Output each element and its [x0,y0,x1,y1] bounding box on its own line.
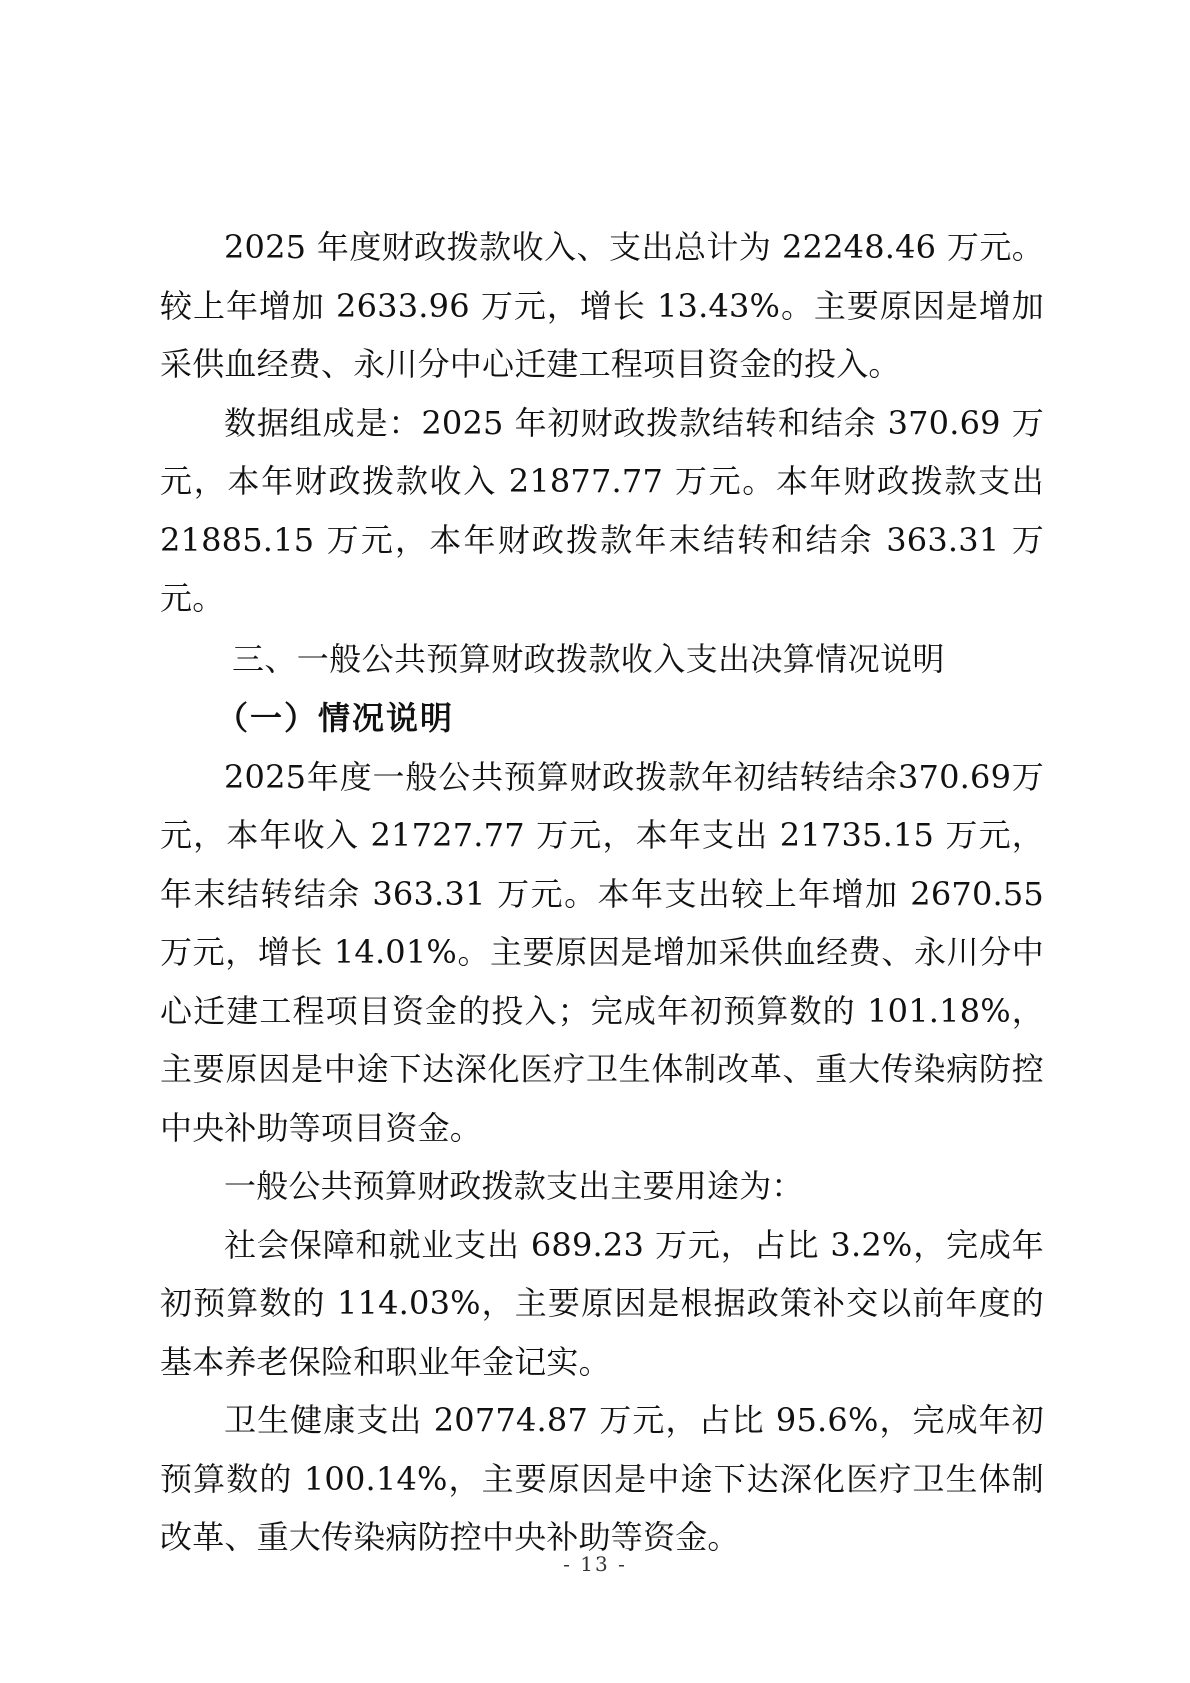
paragraph-main-uses: 一般公共预算财政拨款支出主要用途为： [224,1167,804,1205]
document-body [160,218,1044,1567]
paragraph-health-expenditure: 卫生健康支出 20774.87 万元，占比 95.6%，完成年初预算数的 100.14%，主要原因是中途下达深化医疗卫生体制改革、重大传染病防控中央补助等资金。 [160,1401,1044,1556]
section-heading: 三、一般公共预算财政拨款收入支出决算情况说明 [232,639,945,678]
page-number: - 13 - [563,1552,627,1576]
paragraph-total-funding: 2025 年度财政拨款收入、支出总计为 22248.46 万元。较上年增加 2633.96 万元，增长 13.43%。主要原因是增加采供血经费、永川分中心迁建工程项目资金的投入。 [160,228,1044,383]
subsection-heading: （一）情况说明 [216,698,455,737]
paragraph-data-composition: 数据组成是：2025 年初财政拨款结转和结余 370.69 万元，本年财政拨款收入 21877.77 万元。本年财政拨款支出 21885.15 万元，本年财政拨款年末结转和结余 363.31 万元。 [160,403,1044,617]
paragraph-general-budget: 2025年度一般公共预算财政拨款年初结转结余370.69万元，本年收入 21727.77 万元，本年支出 21735.15 万元，年末结转结余 363.31 万元。本年支出较上年增加 2670.55 万元，增长 14.01%。主要原因是增加采供血经费、永川分中心迁建工程项目资金的投入；完成年初预算数的 101.18%，主要原因是中途下达深化医疗卫生体制改革、重大传染病防控中央补助等项目资金。 [160,757,1044,1147]
paragraph-social-security: 社会保障和就业支出 689.23 万元，占比 3.2%，完成年初预算数的 114.03%，主要原因是根据政策补交以前年度的基本养老保险和职业年金记实。 [160,1225,1044,1381]
